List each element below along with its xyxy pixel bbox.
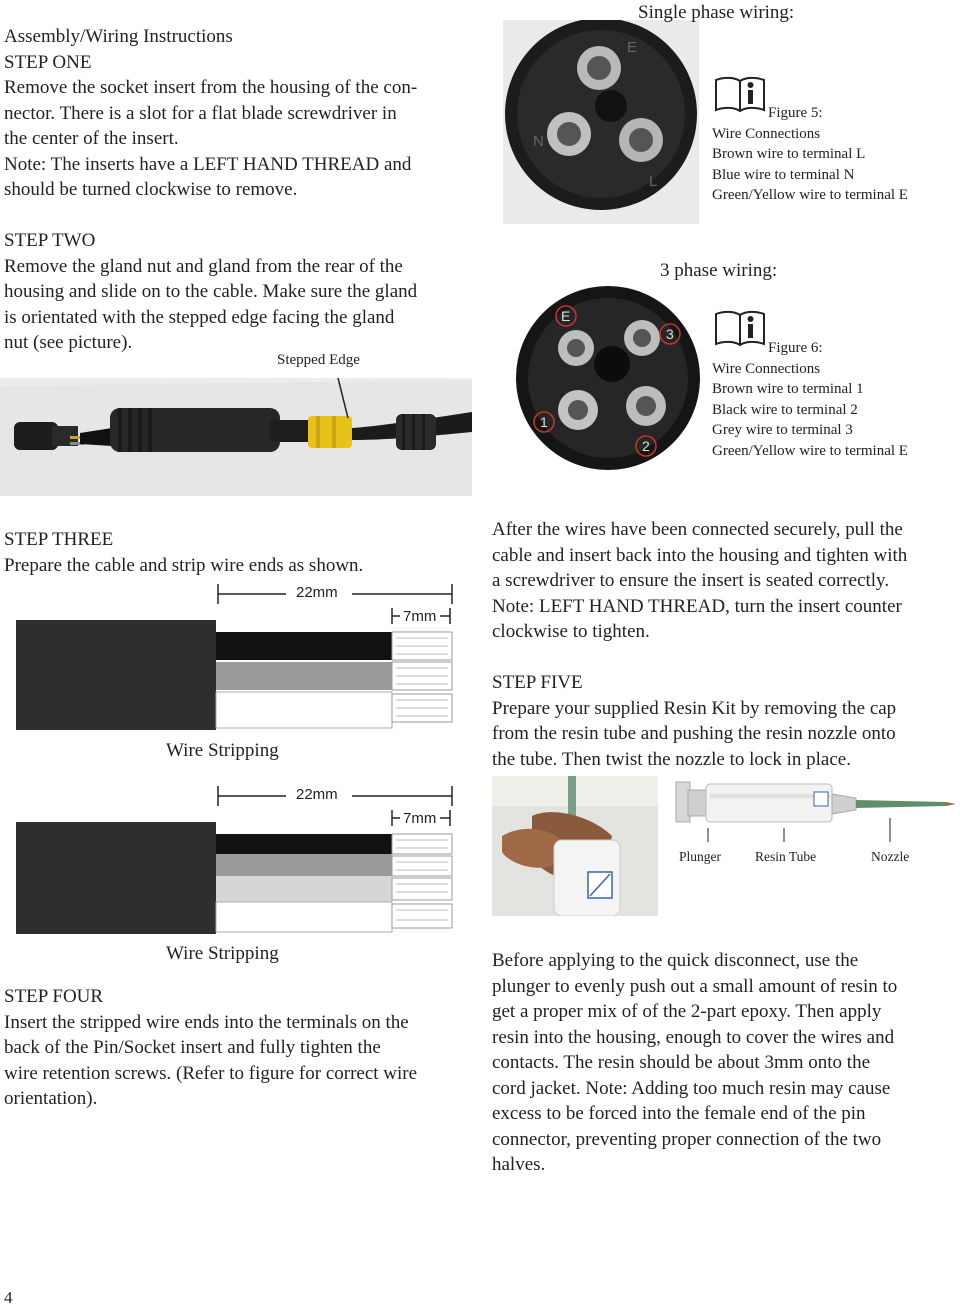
before-applying-line: excess to be forced into the female end of the pin (492, 1103, 866, 1124)
gland-photo-image (0, 378, 472, 496)
before-applying-line: plunger to evenly push out a small amount of resin to (492, 975, 898, 997)
step-five-line: Prepare your supplied Resin Kit by removing the cap (492, 697, 897, 719)
resin-tube-photo (660, 776, 960, 916)
step-two-block (4, 228, 484, 356)
figure-6-line: Green/Yellow wire to terminal E (712, 442, 908, 459)
dim-22mm-label: 22mm (296, 584, 338, 601)
dim-7mm-label: 7mm (403, 810, 437, 827)
pin-label-e: E (627, 39, 638, 56)
step-four-line: Insert the stripped wire ends into the terminals on the (4, 1011, 409, 1033)
gland-photo (0, 378, 472, 496)
step-two-heading: STEP TWO (4, 230, 96, 251)
figure-6-line: Black wire to terminal 2 (712, 401, 858, 418)
page-number: 4 (4, 1288, 13, 1307)
figure-6-line: Grey wire to terminal 3 (712, 422, 853, 438)
figure-5-line: Green/Yellow wire to terminal E (712, 187, 908, 203)
step-four-line: orientation). (4, 1088, 98, 1109)
resin-kit-photo (492, 776, 658, 916)
wire-stripping-diagram-2 (16, 782, 462, 934)
before-applying-block (492, 948, 960, 1178)
pin-label-l: L (649, 173, 658, 190)
after-wires-line: After the wires have been connected securely, pull the (492, 519, 903, 540)
after-wires-line: a screwdriver to ensure the insert is seated correctly. (492, 570, 890, 591)
step-four-block (4, 984, 484, 1112)
step-two-line: housing and slide on to the cable. Make sure the gland (4, 281, 418, 302)
step-one-line: nector. There is a slot for a flat blade screwdriver in (4, 102, 397, 124)
step-three-line: Prepare the cable and strip wire ends as shown. (4, 554, 364, 576)
step-five-block (492, 670, 960, 772)
figure-6-line: Wire Connections (712, 360, 821, 377)
pin-label-1: 1 (540, 414, 548, 430)
pin-label-2: 2 (642, 438, 650, 454)
figure-6-line: Brown wire to terminal 1 (712, 381, 864, 397)
step-one-heading: STEP ONE (4, 51, 92, 73)
step-two-line: Remove the gland nut and gland from the rear of the (4, 255, 403, 277)
before-applying-line: connector, preventing proper connection of the two (492, 1128, 882, 1150)
after-wires-line: Note: LEFT HAND THREAD, turn the insert counter (492, 595, 902, 617)
three-phase-photo (514, 282, 702, 474)
step-one-block (4, 24, 484, 203)
before-applying-line: get a proper mix of of the 2-part epoxy. Then apply (492, 1001, 882, 1022)
wire-stripping-diagram-1 (16, 578, 462, 730)
plunger-label: Plunger (679, 849, 721, 864)
resin-tube-label: Resin Tube (755, 849, 817, 864)
step-five-line: from the resin tube and pushing the resin nozzle onto (492, 723, 896, 744)
figure-6-block (712, 338, 960, 461)
resin-tube-image (660, 776, 960, 916)
before-applying-line: halves. (492, 1154, 546, 1175)
step-two-line: nut (see picture). (4, 332, 133, 353)
single-phase-photo (503, 20, 699, 224)
step-four-heading: STEP FOUR (4, 986, 104, 1007)
step-three-block (4, 527, 474, 578)
three-phase-title: 3 phase wiring: (660, 260, 778, 281)
pin-label-n: N (533, 133, 544, 150)
wire-stripping-caption-1: Wire Stripping (166, 740, 279, 761)
before-applying-line: contacts. The resin should be about 3mm onto the (492, 1052, 870, 1073)
resin-kit-hand-image (492, 776, 658, 916)
single-phase-title: Single phase wiring: (638, 2, 795, 23)
step-one-line: Remove the socket insert from the housing of the con- (4, 77, 418, 98)
pin-label-3: 3 (666, 326, 674, 342)
before-applying-line: Before applying to the quick disconnect, use the (492, 950, 859, 971)
nozzle-label: Nozzle (871, 849, 910, 864)
step-one-line: Note: The inserts have a LEFT HAND THREAD and (4, 153, 412, 175)
after-wires-line: clockwise to tighten. (492, 621, 650, 642)
doc-title: Assembly/Wiring Instructions (4, 26, 233, 47)
step-one-line: the center of the insert. (4, 128, 179, 149)
dim-7mm-label: 7mm (403, 608, 437, 625)
step-three-heading: STEP THREE (4, 529, 114, 550)
after-wires-block (492, 517, 960, 645)
three-phase-socket-image (514, 282, 702, 474)
figure-5-label: Figure 5: (768, 105, 823, 121)
figure-5-line: Blue wire to terminal N (712, 166, 855, 183)
figure-5-block (712, 103, 960, 206)
step-four-line: wire retention screws. (Refer to figure for correct wire (4, 1062, 418, 1084)
figure-5-line: Wire Connections (712, 125, 821, 142)
wire-stripping-caption-2: Wire Stripping (166, 943, 279, 964)
stepped-edge-label: Stepped Edge (277, 352, 360, 368)
step-five-heading: STEP FIVE (492, 672, 583, 693)
step-one-line: should be turned clockwise to remove. (4, 179, 298, 200)
step-four-line: back of the Pin/Socket insert and fully tighten the (4, 1037, 381, 1058)
before-applying-line: cord jacket. Note: Adding too much resin may cause (492, 1077, 891, 1099)
before-applying-line: resin into the housing, enough to cover the wires and (492, 1026, 895, 1048)
step-five-line: the tube. Then twist the nozzle to lock in place. (492, 748, 851, 770)
pin-label-e: E (561, 308, 571, 324)
dim-22mm-label: 22mm (296, 786, 338, 803)
figure-5-line: Brown wire to terminal L (712, 146, 866, 162)
figure-6-label: Figure 6: (768, 340, 823, 356)
step-two-line: is orientated with the stepped edge facing the gland (4, 306, 395, 328)
single-phase-socket-image (503, 20, 699, 224)
after-wires-line: cable and insert back into the housing and tighten with (492, 544, 908, 566)
